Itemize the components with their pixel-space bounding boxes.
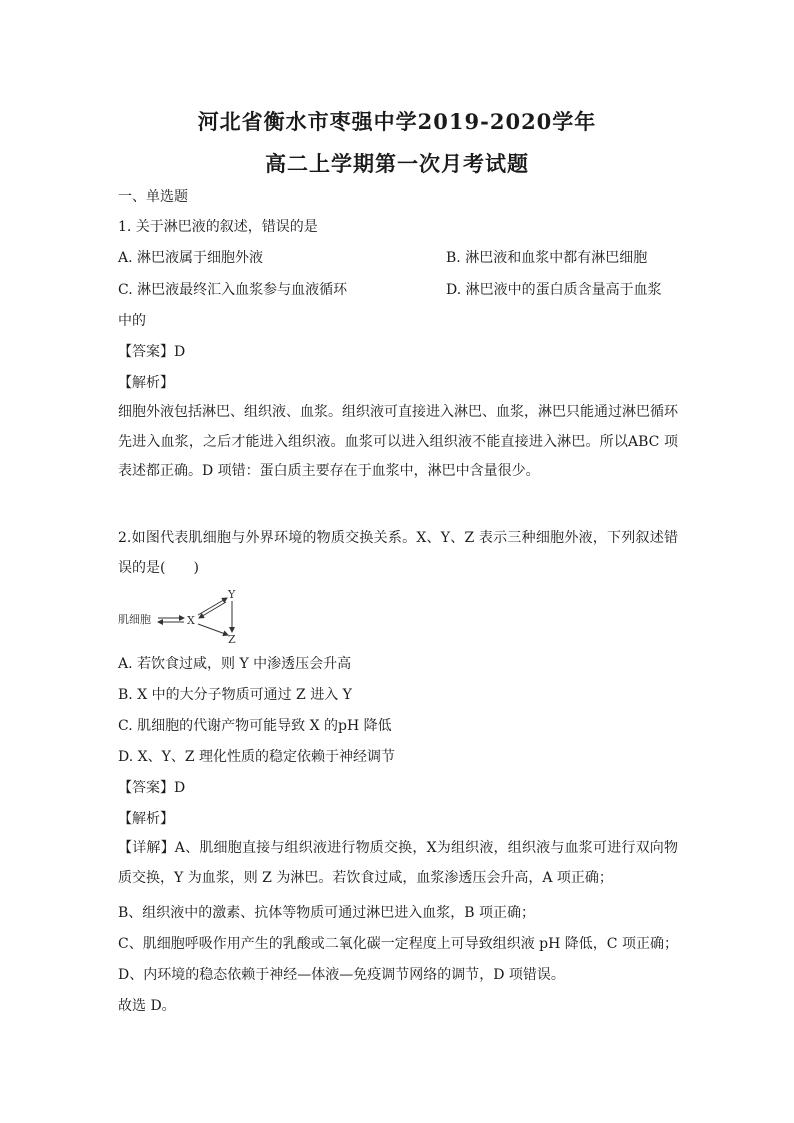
q2-conclusion: 故选 D。 bbox=[118, 998, 176, 1014]
q1-option-b: B. 淋巴液和血浆中都有淋巴细胞 bbox=[446, 250, 648, 266]
q1-option-d: D. 淋巴液中的蛋白质含量高于血浆 bbox=[446, 282, 662, 298]
q1-analysis-label: 【解析】 bbox=[118, 375, 174, 391]
diagram-label-z: Z bbox=[228, 633, 236, 644]
q2-option-d: D. X、Y、Z 理化性质的稳定依赖于神经调节 bbox=[118, 749, 396, 765]
diagram-label-muscle-cell: 肌细胞 bbox=[118, 613, 151, 626]
diagram-label-x: X bbox=[187, 614, 195, 627]
q1-stem: 1. 关于淋巴液的叙述，错误的是 bbox=[118, 219, 318, 235]
arrow-x-to-y bbox=[198, 598, 227, 615]
q2-c-explanation: C、肌细胞呼吸作用产生的乳酸或二氧化碳一定程度上可导致组织液 pH 降低，C 项正确； bbox=[118, 936, 678, 952]
exchange-diagram bbox=[118, 588, 258, 644]
q1-analysis-text: 细胞外液包括淋巴、组织液、血浆。组织液可直接进入淋巴、血浆，淋巴只能通过淋巴循环先进入血浆，之后才能进入组织液。血浆可以进入组织液不能直接进入淋巴。所以ABC 项表述都正确。D 项错：蛋白质主要存在于血浆中，淋巴中含量很少。 bbox=[118, 404, 678, 479]
q1-option-a: A. 淋巴液属于细胞外液 bbox=[118, 250, 264, 266]
q2-answer: 【答案】D bbox=[118, 780, 186, 796]
q1-option-c: C. 淋巴液最终汇入血浆参与血液循环 bbox=[118, 282, 348, 298]
diagram-label-y: Y bbox=[228, 588, 236, 601]
q2-option-a: A. 若饮食过咸，则 Y 中渗透压会升高 bbox=[118, 656, 352, 672]
arrow-x-to-z bbox=[198, 624, 228, 635]
title-line-2: 高二上学期第一次月考试题 bbox=[265, 151, 529, 176]
q2-d-explanation: D、内环境的稳态依赖于神经—体液—免疫调节网络的调节，D 项错误。 bbox=[118, 967, 565, 983]
section-heading: 一、单选题 bbox=[118, 189, 188, 205]
q1-option-d-continuation: 中的 bbox=[118, 313, 146, 329]
q2-option-c: C. 肌细胞的代谢产物可能导致 X 的pH 降低 bbox=[118, 718, 392, 734]
arrow-y-to-x bbox=[199, 602, 226, 618]
q2-b-explanation: B、组织液中的激素、抗体等物质可通过淋巴进入血浆，B 项正确； bbox=[118, 905, 536, 921]
q1-answer: 【答案】D bbox=[118, 344, 186, 360]
q2-option-b: B. X 中的大分子物质可通过 Z 进入 Y bbox=[118, 687, 352, 703]
q2-detail-text: 【详解】A、肌细胞直接与组织液进行物质交换，X为组织液，组织液与血浆可进行双向物质交换，Y 为血浆，则 Z 为淋巴。若饮食过咸，血浆渗透压会升高，A 项正确； bbox=[118, 840, 678, 886]
q2-stem: 2.如图代表肌细胞与外界环境的物质交换关系。X、Y、Z 表示三种细胞外液，下列叙述错误的是( ) bbox=[118, 530, 678, 576]
q2-analysis-label: 【解析】 bbox=[118, 811, 174, 827]
title-line-1: 河北省衡水市枣强中学2019-2020学年 bbox=[197, 109, 597, 134]
